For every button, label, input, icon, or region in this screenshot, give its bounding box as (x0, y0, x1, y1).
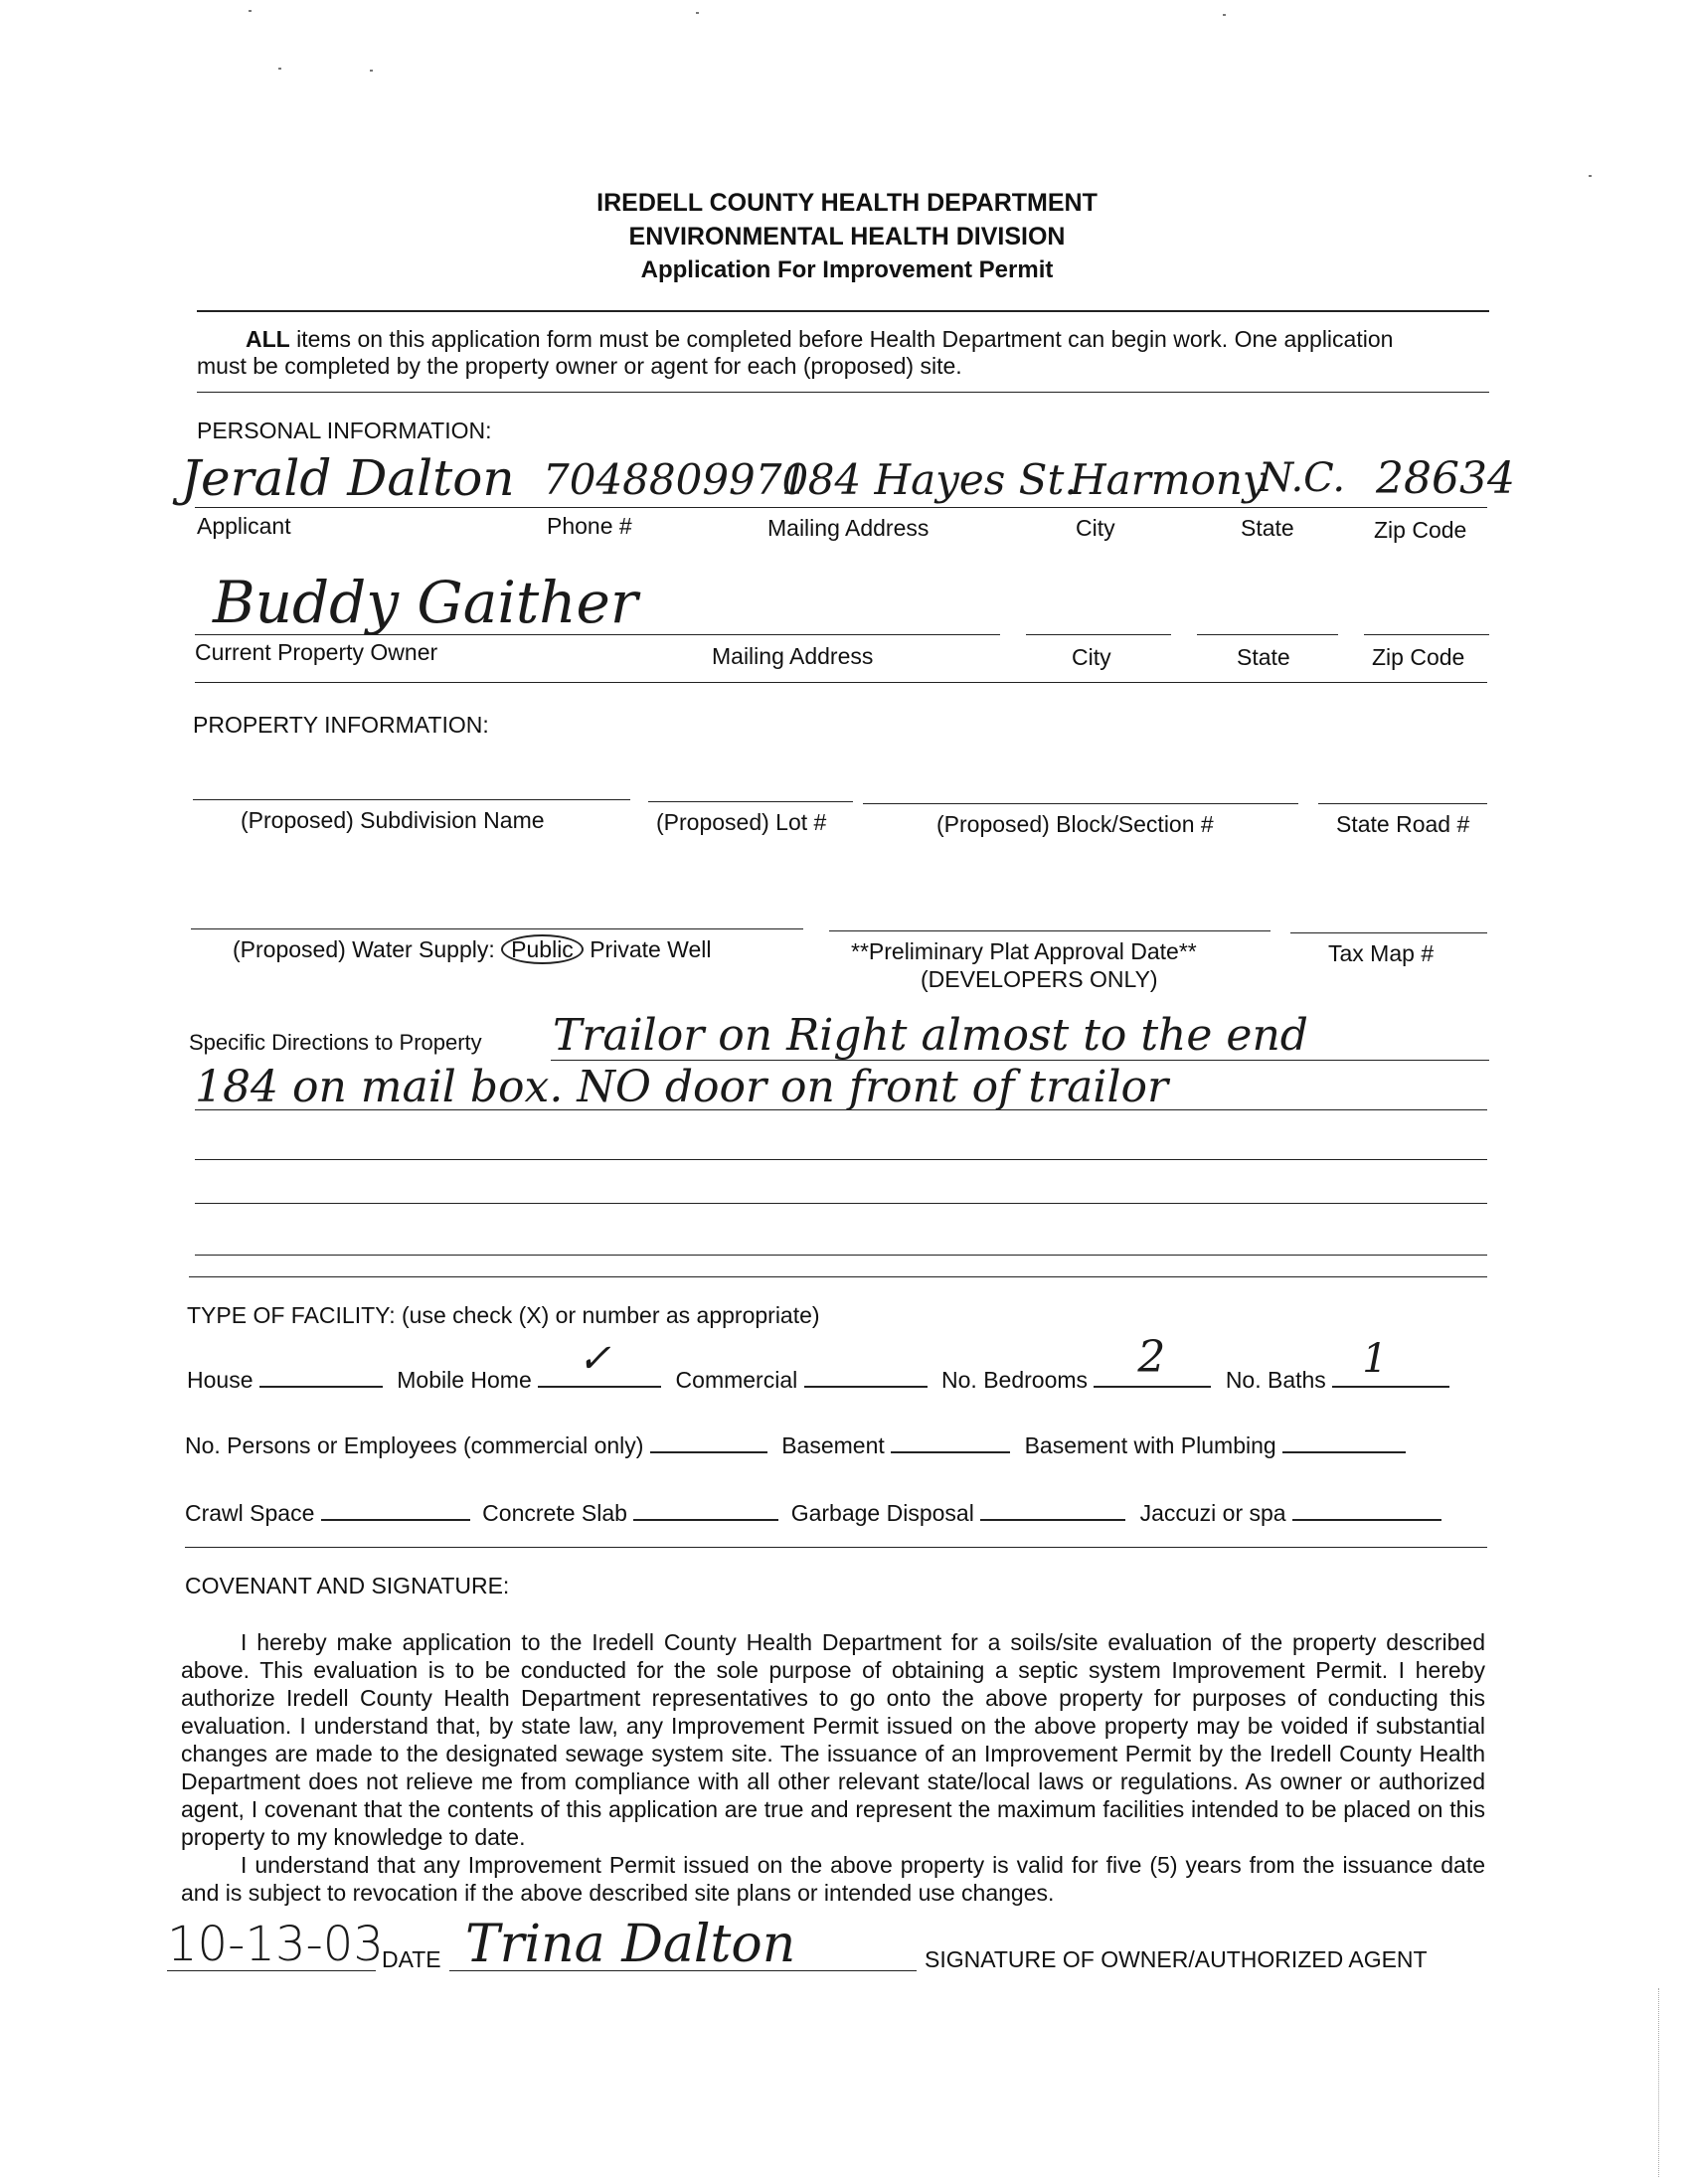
zip-code-label: Zip Code (1374, 517, 1467, 543)
applicant-name-value: Jerald Dalton (181, 449, 515, 507)
jacuzzi-blank (1292, 1499, 1441, 1521)
applicant-label: Applicant (197, 513, 291, 539)
persons-blank (650, 1431, 767, 1453)
block-section-label: (Proposed) Block/Section # (936, 811, 1214, 837)
facility-row3 (185, 1499, 1441, 1527)
road-line (1318, 803, 1487, 804)
basement-label: Basement (781, 1432, 885, 1458)
covenant-text (181, 1628, 1485, 1907)
owner-zip-label: Zip Code (1372, 644, 1465, 670)
plat-date-line (829, 930, 1270, 931)
developers-only-label: (DEVELOPERS ONLY) (921, 966, 1158, 992)
applicant-phone-value: 7048809970 (543, 455, 809, 504)
scan-speck (1589, 175, 1592, 177)
tax-map-label: Tax Map # (1328, 940, 1435, 966)
garbage-disposal-blank (980, 1499, 1125, 1521)
mobile-home-blank (538, 1336, 661, 1388)
header-rule (197, 310, 1489, 312)
date-line (167, 1970, 376, 1971)
owner-name-value: Buddy Gaither (213, 569, 638, 636)
garbage-disposal-label: Garbage Disposal (790, 1500, 974, 1526)
commercial-label: Commercial (675, 1367, 798, 1393)
water-supply-line (191, 928, 803, 929)
scan-speck (249, 10, 252, 12)
owner-state-label: State (1237, 644, 1290, 670)
basement-plumbing-label: Basement with Plumbing (1024, 1432, 1276, 1458)
phone-label: Phone # (547, 513, 632, 539)
applicant-line (195, 507, 1487, 508)
mobile-home-check: ✓ (578, 1336, 611, 1382)
directions-line1-value: Trailor on Right almost to the end (553, 1010, 1308, 1061)
baths-label: No. Baths (1225, 1367, 1326, 1393)
applicant-state-value: N.C. (1259, 455, 1346, 501)
city-label: City (1076, 515, 1115, 541)
lot-line (648, 801, 853, 802)
personal-section-rule (195, 682, 1487, 683)
directions-line6 (189, 1276, 1487, 1277)
bedrooms-blank (1094, 1332, 1211, 1388)
date-value: 10-13-03 (167, 1917, 384, 1972)
private-well-option: Private Well (590, 936, 712, 962)
basement-plumbing-blank (1282, 1431, 1406, 1453)
owner-city-label: City (1072, 644, 1111, 670)
baths-value: 1 (1362, 1336, 1388, 1382)
baths-blank (1332, 1336, 1449, 1388)
property-info-heading: PROPERTY INFORMATION: (193, 712, 489, 738)
scan-edge-mark (1658, 1988, 1659, 2177)
lot-label: (Proposed) Lot # (656, 809, 827, 835)
applicant-zip-value: 28634 (1376, 453, 1515, 504)
owner-name-line (195, 634, 1000, 635)
owner-state-line (1197, 634, 1338, 635)
bedrooms-value: 2 (1137, 1332, 1166, 1383)
covenant-paragraph-2: I understand that any Improvement Permit issued on the above property is valid for five (5) years from the issuance date and is subject to revocation if the above described site plans or intended use changes. (181, 1852, 1485, 1906)
signature-label: SIGNATURE OF OWNER/AUTHORIZED AGENT (925, 1946, 1428, 1972)
house-blank (259, 1366, 383, 1388)
mailing-address-label: Mailing Address (767, 515, 930, 541)
state-label: State (1241, 515, 1294, 541)
state-road-label: State Road # (1336, 811, 1470, 837)
concrete-slab-blank (633, 1499, 778, 1521)
directions-line4 (195, 1203, 1487, 1204)
covenant-heading: COVENANT AND SIGNATURE: (185, 1573, 510, 1598)
applicant-city-value: Harmony (1070, 455, 1267, 504)
directions-line2 (195, 1109, 1487, 1110)
directions-line1 (551, 1060, 1489, 1061)
water-supply-label: (Proposed) Water Supply: (233, 936, 495, 962)
block-line (863, 803, 1298, 804)
covenant-paragraph-1: I hereby make application to the Iredell County Health Department for a soils/site evaluation of the property described above. This evaluation is to be conducted for the sole purpose of obtaining a septic system Improvement Permit. I hereby authorize Iredell County Health Department representatives to go onto the above property for purposes of conducting this evaluation. I understand that, by state law, any Improvement Permit issued on the above property may be voided if substantial changes are made to the designated sewage system site. The issuance of an Improvement Permit by the Iredell County Health Department does not relieve me from compliance with all other relevant state/local laws or regulations. As owner or authorized agent, I covenant that the contents of this application are true and represent the maximum facilities intended to be placed on this property to my knowledge to date. (181, 1629, 1485, 1850)
mobile-home-label: Mobile Home (397, 1367, 532, 1393)
house-label: House (187, 1367, 254, 1393)
applicant-mailing-value: 184 Hayes St. (781, 455, 1078, 504)
public-option: Public (501, 934, 584, 964)
intro-bold: ALL (246, 326, 290, 352)
current-owner-label: Current Property Owner (195, 639, 438, 665)
header-form-title: Application For Improvement Permit (640, 256, 1054, 283)
facility-row1 (187, 1332, 1449, 1394)
facility-row2 (185, 1431, 1406, 1459)
scan-speck (1223, 14, 1226, 16)
header-department: IREDELL COUNTY HEALTH DEPARTMENT (596, 189, 1098, 217)
jacuzzi-label: Jaccuzi or spa (1139, 1500, 1286, 1526)
facility-rule (185, 1547, 1487, 1548)
directions-line2-value: 184 on mail box. NO door on front of trailor (195, 1062, 1169, 1112)
subdivision-label: (Proposed) Subdivision Name (241, 807, 545, 833)
intro-line2: must be completed by the property owner or agent for each (proposed) site. (197, 353, 962, 379)
commercial-blank (804, 1366, 928, 1388)
owner-zip-line (1364, 634, 1489, 635)
intro-line1 (246, 326, 1393, 353)
signature-value: Trina Dalton (465, 1915, 796, 1974)
header-division: ENVIRONMENTAL HEALTH DIVISION (628, 223, 1066, 251)
plat-approval-label: **Preliminary Plat Approval Date** (851, 938, 1197, 964)
directions-line3 (195, 1159, 1487, 1160)
directions-label: Specific Directions to Property (189, 1030, 482, 1055)
date-label: DATE (382, 1946, 441, 1972)
owner-mailing-label: Mailing Address (712, 643, 874, 669)
basement-blank (891, 1431, 1010, 1453)
subdivision-line (193, 799, 630, 800)
persons-label: No. Persons or Employees (commercial only) (185, 1432, 644, 1458)
personal-info-heading: PERSONAL INFORMATION: (197, 418, 492, 443)
directions-line5 (195, 1255, 1487, 1256)
water-supply-field (233, 936, 711, 963)
concrete-slab-label: Concrete Slab (482, 1500, 627, 1526)
bedrooms-label: No. Bedrooms (941, 1367, 1089, 1393)
tax-map-line (1290, 932, 1487, 933)
facility-heading: TYPE OF FACILITY: (use check (X) or number as appropriate) (187, 1302, 820, 1328)
scan-speck (278, 68, 281, 70)
intro-rule (197, 392, 1489, 393)
scan-speck (370, 70, 373, 72)
owner-city-line (1026, 634, 1171, 635)
crawl-space-blank (321, 1499, 470, 1521)
scan-speck (696, 12, 699, 14)
crawl-space-label: Crawl Space (185, 1500, 315, 1526)
intro-text: items on this application form must be completed before Health Department can begin work. One application (289, 326, 1394, 352)
signature-line (449, 1970, 917, 1971)
